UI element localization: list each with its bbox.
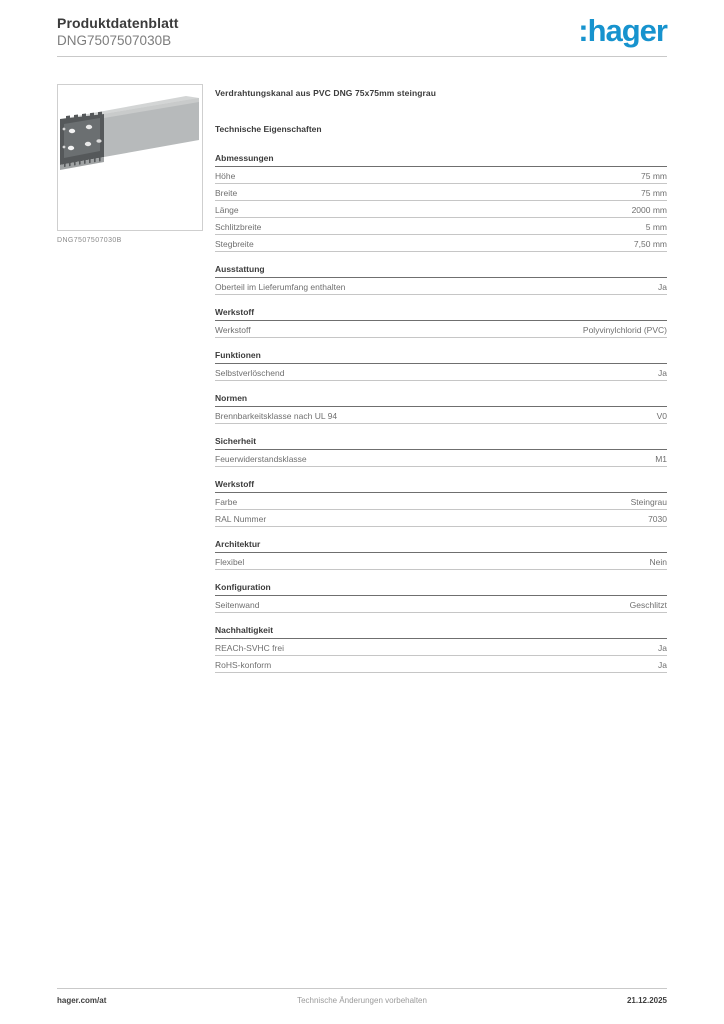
main-content xyxy=(57,84,667,685)
section-heading: Ausstattung xyxy=(215,264,667,278)
spec-label: Selbstverlöschend xyxy=(215,367,285,378)
spec-label: Brennbarkeitsklasse nach UL 94 xyxy=(215,410,338,421)
spec-row xyxy=(215,553,667,570)
spec-row xyxy=(215,235,667,252)
spec-section xyxy=(215,479,667,527)
spec-label: RAL Nummer xyxy=(215,513,267,524)
spec-column xyxy=(215,84,667,685)
spec-row xyxy=(215,218,667,235)
spec-label: Werkstoff xyxy=(215,324,251,335)
footer-notice: Technische Änderungen vorbehalten xyxy=(297,996,427,1005)
spec-row xyxy=(215,450,667,467)
section-heading: Normen xyxy=(215,393,667,407)
spec-label: Farbe xyxy=(215,496,238,507)
product-image xyxy=(57,84,203,231)
cable-trunking-icon xyxy=(58,85,202,230)
spec-row xyxy=(215,639,667,656)
section-heading: Werkstoff xyxy=(215,307,667,321)
spec-label: Schlitzbreite xyxy=(215,221,262,232)
spec-section xyxy=(215,393,667,424)
spec-value: Ja xyxy=(658,642,667,653)
spec-label: Breite xyxy=(215,187,238,198)
spec-row xyxy=(215,201,667,218)
spec-label: Flexibel xyxy=(215,556,245,567)
spec-section xyxy=(215,539,667,570)
spec-sections xyxy=(215,153,667,673)
spec-label: Oberteil im Lieferumfang enthalten xyxy=(215,281,346,292)
spec-row xyxy=(215,278,667,295)
product-image-column xyxy=(57,84,203,685)
section-heading: Funktionen xyxy=(215,350,667,364)
spec-value: Polyvinylchlorid (PVC) xyxy=(582,324,667,335)
spec-row xyxy=(215,184,667,201)
spec-value: 75 mm xyxy=(641,170,667,181)
spec-label: Länge xyxy=(215,204,239,215)
spec-section xyxy=(215,264,667,295)
spec-section xyxy=(215,350,667,381)
spec-value: M1 xyxy=(655,453,667,464)
spec-section xyxy=(215,625,667,673)
spec-row xyxy=(215,364,667,381)
spec-value: Ja xyxy=(658,367,667,378)
spec-label: RoHS-konform xyxy=(215,659,272,670)
hager-logo: :hager xyxy=(578,13,667,48)
spec-section xyxy=(215,153,667,252)
product-image-caption: DNG7507507030B xyxy=(57,237,122,244)
spec-value: 7,50 mm xyxy=(633,238,667,249)
spec-section xyxy=(215,307,667,338)
spec-row xyxy=(215,656,667,673)
spec-section xyxy=(215,436,667,467)
spec-table-title: Technische Eigenschaften xyxy=(215,124,322,134)
spec-row xyxy=(215,407,667,424)
spec-row xyxy=(215,493,667,510)
spec-value: 2000 mm xyxy=(631,204,667,215)
spec-value: 5 mm xyxy=(645,221,667,232)
section-heading: Nachhaltigkeit xyxy=(215,625,667,639)
spec-section xyxy=(215,582,667,613)
section-heading: Werkstoff xyxy=(215,479,667,493)
spec-row xyxy=(215,596,667,613)
spec-value: Geschlitzt xyxy=(629,599,667,610)
spec-row xyxy=(215,167,667,184)
spec-label: Höhe xyxy=(215,170,236,181)
product-title: Verdrahtungskanal aus PVC DNG 75x75mm steingrau xyxy=(215,88,437,98)
spec-value: 75 mm xyxy=(641,187,667,198)
product-reference: DNG7507507030B xyxy=(57,33,172,48)
spec-value: Nein xyxy=(649,556,667,567)
page-footer xyxy=(57,988,667,1005)
spec-value: 7030 xyxy=(648,513,667,524)
section-heading: Abmessungen xyxy=(215,153,667,167)
footer-url: hager.com/at xyxy=(57,996,107,1005)
header-title-block xyxy=(57,15,178,48)
section-heading: Konfiguration xyxy=(215,582,667,596)
page-title: Produktdatenblatt xyxy=(57,15,179,31)
spec-value: Ja xyxy=(658,659,667,670)
section-heading: Sicherheit xyxy=(215,436,667,450)
spec-row xyxy=(215,510,667,527)
page-header xyxy=(57,0,667,57)
footer-date: 21.12.2025 xyxy=(626,996,667,1005)
spec-value: Steingrau xyxy=(630,496,667,507)
spec-value: Ja xyxy=(658,281,667,292)
spec-label: Feuerwiderstandsklasse xyxy=(215,453,307,464)
spec-row xyxy=(215,321,667,338)
section-heading: Architektur xyxy=(215,539,667,553)
spec-label: REACh-SVHC frei xyxy=(215,642,284,653)
spec-value: V0 xyxy=(656,410,667,421)
spec-label: Seitenwand xyxy=(215,599,260,610)
spec-label: Stegbreite xyxy=(215,238,254,249)
